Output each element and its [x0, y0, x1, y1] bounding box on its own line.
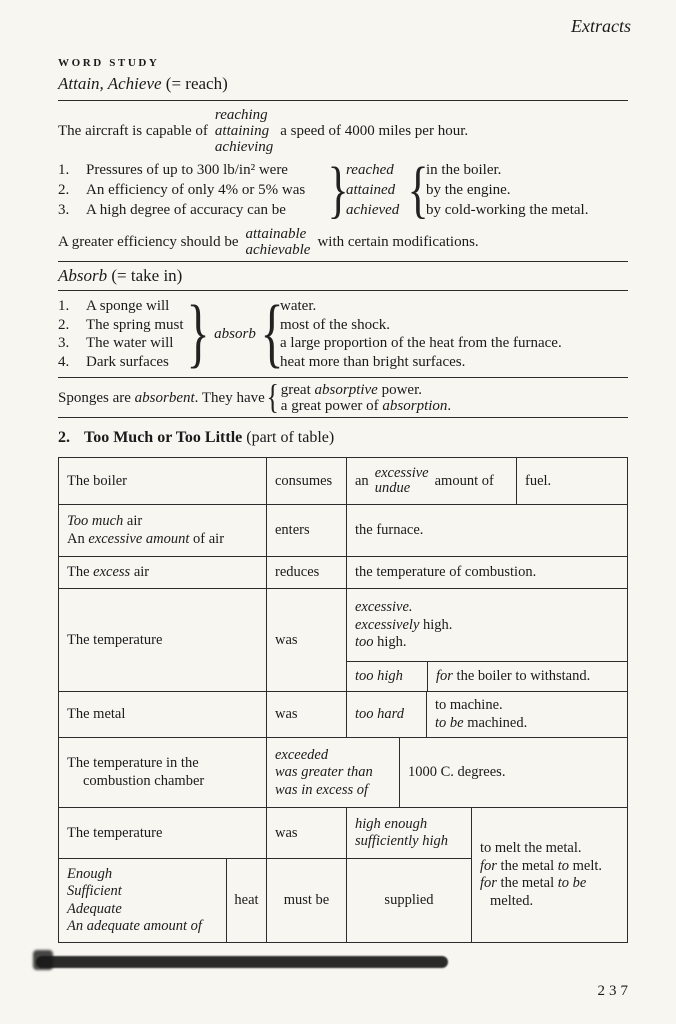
- item-text: The spring must: [86, 316, 184, 333]
- absorb-exercise-block: [58, 290, 628, 377]
- word-study-label: WORD STUDY: [58, 57, 160, 69]
- section-divider: [58, 377, 628, 378]
- sentence-pre: The aircraft is capable of: [58, 122, 208, 139]
- cell-infinitive-options: to machine. to be machined.: [426, 692, 627, 737]
- section-divider: [58, 290, 628, 291]
- sentence-pre: A greater efficiency should be: [58, 233, 239, 250]
- cell-verb: reduces: [266, 557, 346, 588]
- running-head: Extracts: [571, 16, 631, 36]
- cell-amount-phrase: [346, 458, 516, 504]
- cell-subject: The temperature: [67, 824, 163, 841]
- item-number: 4.: [58, 353, 70, 370]
- table-row-air: [59, 504, 627, 556]
- item-text: An efficiency of only 4% or 5% was: [86, 182, 306, 199]
- absorb-verb: absorb: [214, 326, 256, 343]
- cell-object: the furnace.: [346, 505, 627, 556]
- cell-adjective-options: excessive. excessively high. too high.: [355, 599, 453, 651]
- efficiency-sentence: [58, 226, 628, 258]
- item-text: The water will: [86, 335, 174, 352]
- attain-achieve-heading: Attain, Achieve (= reach): [58, 74, 228, 94]
- cell-too-high: too high: [355, 668, 403, 685]
- table-rows-temp-heat: [59, 807, 627, 942]
- cell-verb: was: [266, 808, 346, 858]
- sponges-sentence: [58, 377, 628, 418]
- item-complement: in the boiler.: [426, 162, 502, 179]
- item-number: 3.: [58, 202, 70, 219]
- absorb-subject-column: [58, 297, 190, 371]
- exercise-item: [58, 160, 330, 180]
- adjective-option: excessive: [374, 465, 429, 482]
- brace-close-icon: }: [327, 154, 349, 226]
- cell-subject: The temperature: [67, 631, 163, 648]
- absorb-object: a large proportion of the heat from the furnace.: [280, 335, 562, 352]
- sentence-pre: Sponges are absorbent. They have: [58, 390, 265, 407]
- cell-verb-options: exceeded was greater than was in excess of: [266, 738, 399, 807]
- cell-verb: was: [266, 589, 346, 691]
- adjective-option: achievable: [245, 242, 311, 259]
- item-text: A high degree of accuracy can be: [86, 202, 286, 219]
- item-text: Dark surfaces: [86, 353, 169, 370]
- phrase-pre: an: [355, 472, 369, 489]
- table-row-excess-air: [59, 556, 627, 588]
- absorb-object-column: [280, 297, 562, 371]
- adjective-option-stack: [375, 466, 429, 496]
- section-2-heading: [58, 428, 628, 449]
- verb: attained: [346, 182, 396, 199]
- exercise-verb-column: [346, 160, 410, 220]
- sentence-post: with certain modifications.: [317, 233, 479, 250]
- cell-subject: The excess air: [67, 564, 150, 581]
- table-row-metal: [59, 691, 627, 737]
- cell-supplied: supplied: [346, 859, 471, 942]
- attain-exercise-block: [58, 154, 628, 226]
- cell-must-be: must be: [266, 859, 346, 942]
- item-number: 2.: [58, 316, 70, 333]
- absorb-subject: [58, 316, 190, 335]
- absorb-heading: Absorb (= take in): [58, 266, 183, 286]
- left-subgrid: [59, 808, 471, 942]
- page-number: 237: [597, 983, 632, 999]
- cell-verb: consumes: [266, 458, 346, 504]
- section-number: 2.: [58, 429, 70, 447]
- item-text: Pressures of up to 300 lb/in² were: [86, 162, 288, 179]
- table-row-combustion: [59, 737, 627, 807]
- item-complement: by the engine.: [426, 182, 511, 199]
- item-number: 2.: [58, 182, 70, 199]
- section-suffix: (part of table): [246, 429, 335, 447]
- item-complement: by cold-working the metal.: [426, 202, 589, 219]
- exercise-item: [58, 200, 330, 220]
- temperature-subcells: [346, 589, 627, 691]
- summary-option-stack: great absorptive power. a great power of absorption.: [280, 382, 452, 415]
- absorb-object: water.: [280, 298, 317, 315]
- sentence-post: a speed of 4000 miles per hour.: [280, 122, 469, 139]
- verb-option-stack: [215, 107, 273, 155]
- section-divider: [58, 261, 628, 262]
- verb-option: achieving: [214, 139, 274, 156]
- absorb-object: most of the shock.: [280, 316, 390, 333]
- verb: achieved: [346, 202, 400, 219]
- cell-subject: The temperature in the combustion chamber: [67, 755, 205, 789]
- scan-artifact: [36, 956, 448, 968]
- cell-subject: The boiler: [67, 472, 127, 489]
- item-text: A sponge will: [86, 298, 170, 315]
- cell-too-hard: too hard: [346, 692, 426, 737]
- absorb-subject: [58, 353, 190, 372]
- section-divider: [58, 417, 628, 418]
- cell-degrees: 1000 C. degrees.: [399, 738, 627, 807]
- cell-object: the temperature of combustion.: [346, 557, 627, 588]
- page-content: [58, 56, 628, 943]
- table-row-temperature-enough: [59, 808, 471, 858]
- table-row-boiler: [59, 458, 627, 504]
- verb-option: reaching: [214, 107, 268, 124]
- exercise-item: [58, 180, 330, 200]
- phrase-post: amount of: [434, 472, 494, 489]
- cell-melt-clauses: to melt the metal. for the metal to melt. for the metal to be melted.: [471, 808, 627, 942]
- adjective-option-stack: [245, 226, 310, 258]
- brace-open-icon: {: [407, 154, 429, 226]
- adjective-option: undue: [374, 480, 411, 497]
- section-title: Too Much or Too Little: [84, 429, 243, 447]
- scan-artifact: [33, 950, 53, 970]
- item-number: 3.: [58, 335, 70, 352]
- item-number: 1.: [58, 162, 70, 179]
- cell-verb: enters: [266, 505, 346, 556]
- cell-for-clause: for the boiler to withstand.: [427, 662, 627, 691]
- brace-open-icon: {: [260, 290, 284, 377]
- aircraft-sentence: [58, 107, 628, 155]
- exercise-right-column: [426, 160, 588, 220]
- absorb-subject: [58, 334, 190, 353]
- verb: reached: [346, 162, 394, 179]
- cell-heat: heat: [226, 859, 266, 942]
- absorb-subject: [58, 297, 190, 316]
- cell-subject: Too much air An excessive amount of air: [67, 513, 225, 547]
- verb-option: attaining: [214, 123, 270, 140]
- cell-subject: The metal: [67, 706, 126, 723]
- cell-enough-options: high enough sufficiently high: [346, 808, 471, 858]
- adjective-option: attainable: [245, 226, 307, 243]
- brace-close-icon: }: [186, 290, 210, 377]
- table-row-enough-heat: [59, 858, 471, 942]
- item-number: 1.: [58, 298, 70, 315]
- section-divider: [58, 100, 628, 101]
- brace-open-icon: {: [266, 377, 280, 418]
- cell-verb: was: [266, 692, 346, 737]
- cell-object: fuel.: [516, 458, 627, 504]
- absorb-object: heat more than bright surfaces.: [280, 353, 466, 370]
- table-row-temperature: [59, 588, 627, 691]
- cell-quantifier-options: Enough Sufficient Adequate An adequate amount of: [67, 865, 202, 935]
- too-much-too-little-table: [58, 457, 628, 943]
- too-high-subrow: [347, 661, 627, 691]
- exercise-left-column: [58, 160, 330, 220]
